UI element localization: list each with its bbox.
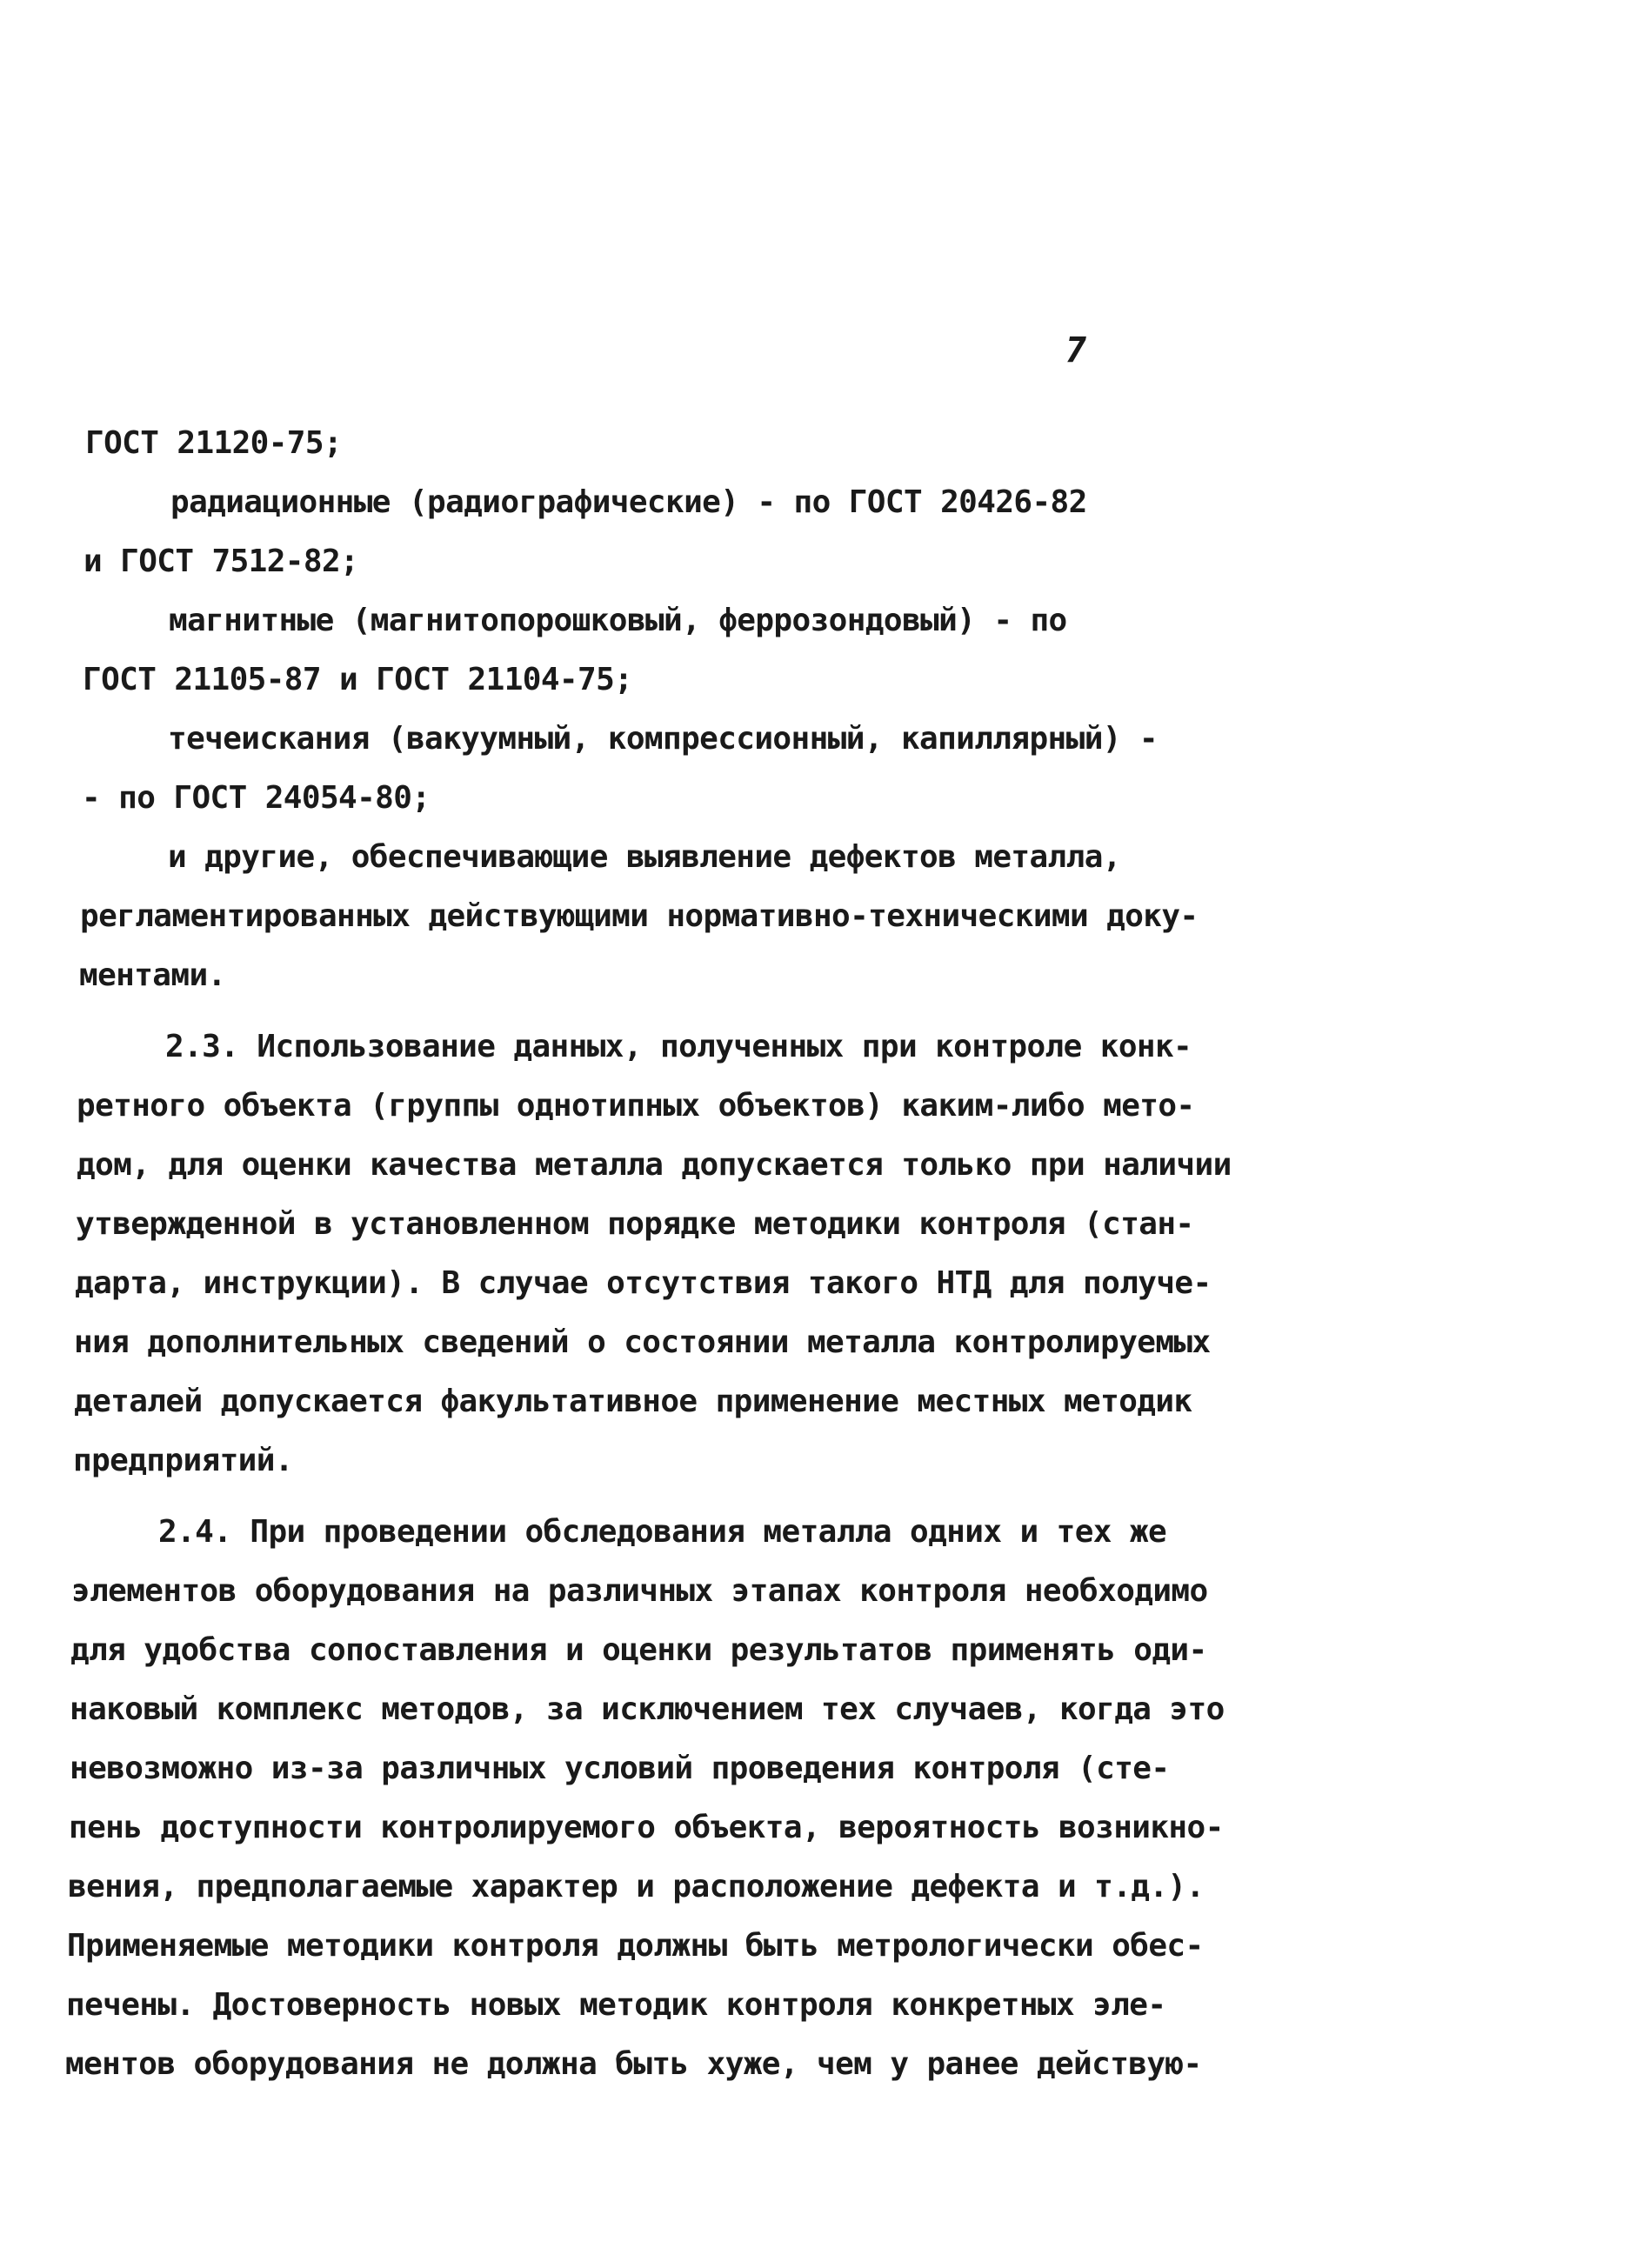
page-number: 7 <box>1065 330 1087 370</box>
text-line: наковый комплекс методов, за исключением тех случаев, когда это <box>70 1691 1225 1727</box>
text-line: 2.4. При проведении обследования металла одних и тех же <box>158 1514 1167 1550</box>
text-line: магнитные (магнитопорошковый, феррозондовый) - по <box>169 603 1067 638</box>
text-line: ГОСТ 21105-87 и ГОСТ 21104-75; <box>83 662 633 697</box>
text-line: невозможно из-за различных условий проведения контроля (сте- <box>70 1751 1170 1786</box>
text-line: ретного объекта (группы однотипных объектов) каким-либо мето- <box>77 1088 1195 1124</box>
text-line: дарта, инструкции). В случае отсутствия такого НТД для получе- <box>75 1265 1212 1301</box>
text-line: и другие, обеспечивающие выявление дефектов металла, <box>168 839 1121 875</box>
text-line: и ГОСТ 7512-82; <box>83 544 359 579</box>
text-line: ния дополнительных сведений о состоянии металла контролируемых <box>74 1324 1211 1360</box>
text-line: радиационные (радиографические) - по ГОСТ 20426-82 <box>170 484 1087 520</box>
text-line: деталей допускается факультативное применение местных методик <box>74 1384 1192 1419</box>
text-line: дом, для оценки качества металла допускается только при наличии <box>77 1147 1232 1183</box>
text-line: ментами. <box>79 957 226 993</box>
text-line: для удобства сопоставления и оценки результатов применять оди- <box>70 1632 1207 1668</box>
text-line: ментов оборудования не должна быть хуже, чем у ранее действую- <box>65 2046 1202 2082</box>
text-line: утвержденной в установленном порядке методики контроля (стан- <box>76 1206 1194 1242</box>
text-line: Применяемые методики контроля должны быть метрологически обес- <box>67 1928 1204 1964</box>
text-line: 2.3. Использование данных, полученных при контроле конк- <box>165 1029 1192 1064</box>
text-line: - по ГОСТ 24054-80; <box>82 780 431 816</box>
text-line: печены. Достоверность новых методик контроля конкретных эле- <box>66 1987 1166 2023</box>
text-line: элементов оборудования на различных этапах контроля необходимо <box>71 1573 1208 1609</box>
text-line: вения, предполагаемые характер и расположение дефекта и т.д.). <box>68 1869 1205 1904</box>
text-line: течеискания (вакуумный, компрессионный, капиллярный) - <box>168 721 1158 757</box>
text-line: регламентированных действующими нормативно-техническими доку- <box>80 898 1199 934</box>
text-line: ГОСТ 21120-75; <box>85 425 343 461</box>
text-line: пень доступности контролируемого объекта, вероятность возникно- <box>69 1810 1224 1845</box>
text-line: предприятий. <box>73 1443 293 1478</box>
